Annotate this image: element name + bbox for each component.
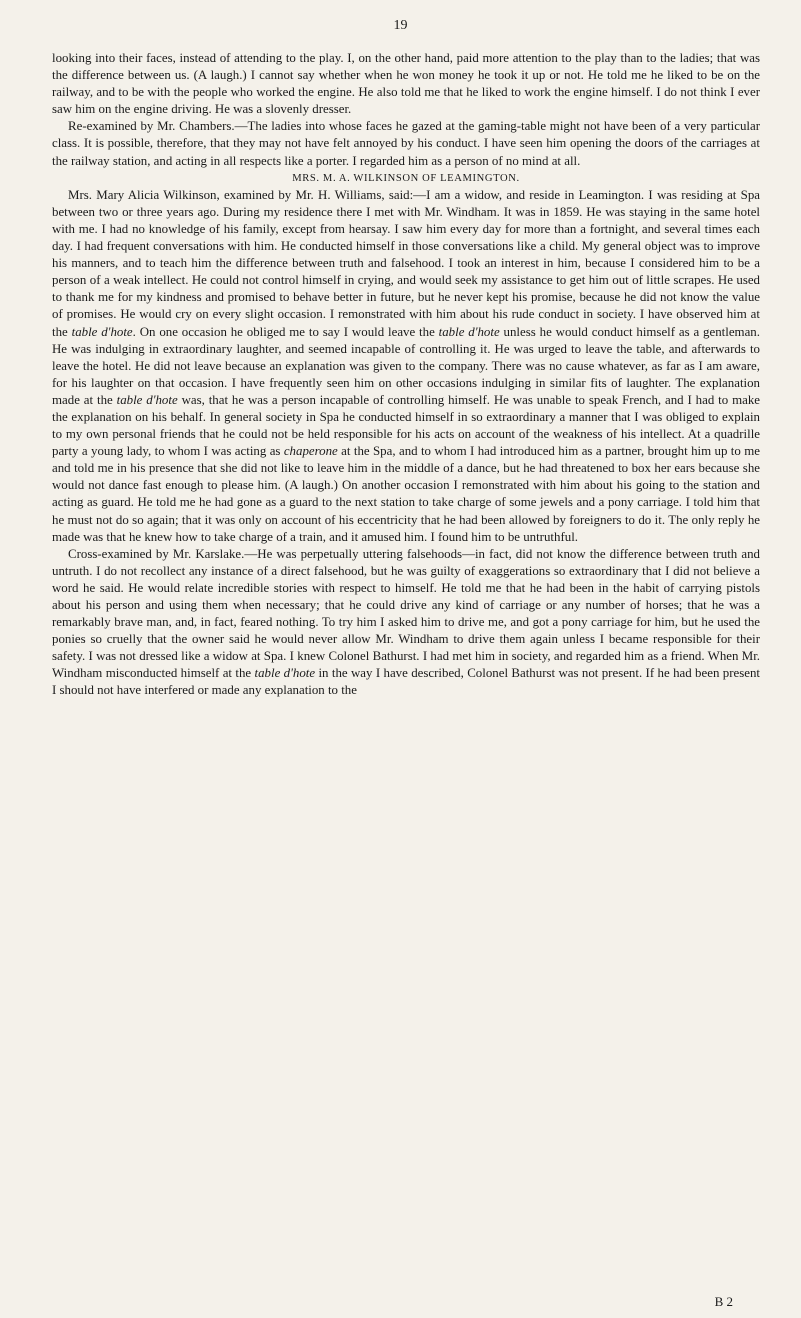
paragraph (52, 187, 760, 546)
signature-mark: B 2 (714, 1294, 733, 1309)
paragraph (52, 50, 760, 118)
section-heading (52, 170, 760, 187)
text-run: was, that he was a person incapable of controlling himself. He was unable to speak French, and I had to make the explanation on his behalf. In general society in Spa he conducted himself in so extraordinary a manner that I was obliged to explain to my own personal friends that he could not be held responsible for his acts on account of the weakness of his intellect. At a quadrille party a young lady, to whom I was acting as (52, 392, 760, 459)
text-run: . On one occasion he obliged me to say I would leave the (132, 324, 439, 339)
text-run: in the way I have described, Colonel Bathurst was not present. If he had been present I should not have interfered or made any explanation to the (52, 666, 760, 698)
paragraph (52, 118, 760, 169)
text-run: Mrs. Mary Alicia Wilkinson, examined by Mr. H. Williams, said:—I am a widow, and reside in Leamington. I was residing at Spa between two or three years ago. During my residence there I met with Mr. Windham. It was in 1859. He was staying in the same hotel with me. I had no knowledge of his family, except from hearsay. I saw him every day for more than a fortnight, and several times each day. I had frequent conversations with him. He conducted himself in those conversations like a child. My general object was to improve his manners, and to teach him the difference between truth and falsehood. I took an interest in him, because I considered him to be a person of a weak intellect. He could not control himself in crying, and would seek my assistance to get him out of little scrapes. He used to thank me for my kindness and promised to behave better in future, but he never kept his promise, because he did not know the value of promises. He would cry on every slight occasion. I remonstrated with him about his rude conduct in society. I have observed him at the (52, 187, 760, 339)
italic-text: table d'hote (71, 324, 133, 339)
text-run: Re-examined by Mr. Chambers.—The ladies into whose faces he gazed at the gaming-table might not have been of a very particular class. It is possible, therefore, that they may not have felt annoyed by his conduct. I have seen him opening the doors of the carriages at the railway station, and acting in all respects like a porter. I regarded him as a person of no mind at all. (52, 119, 760, 168)
text-run: at the Spa, and to whom I had introduced him as a partner, brought him up to me and told me in his presence that she did not like to leave him in the middle of a dance, but he had threatened to box her ears because she would not dance fast enough to please him. (A laugh.) On another occasion I remonstrated with him about his going to the station and acting as guard. He told me he had gone as a guard to the next station to take charge of some jewels and a pony carriage. I told him that he must not do so again; that it was only on account of his eccentricity that he had been allowed by foreigners to do it. The only reply he made was that he knew how to take charge of a train, and it amused him. I found him to be untruthful. (52, 444, 760, 544)
paragraph (52, 546, 760, 700)
italic-text: table d'hote (254, 666, 316, 681)
italic-text: table d'hote (116, 392, 178, 407)
italic-text: table d'hote (438, 324, 500, 339)
text-run: Cross-examined by Mr. Karslake.—He was perpetually uttering falsehoods—in fact, did not know the difference between truth and untruth. I do not recollect any instance of a direct falsehood, but he was guilty of exaggerations so extraordinary that I did not believe a word he said. He would relate incredible stories with respect to himself. He told me that he had been in the habit of carrying pistols about his person and using them when necessary; that he could drive any kind of carriage or any number of horses; that he was a remarkably brave man, and, in fact, feared nothing. To try him I asked him to drive me, and got a pony carriage for him, but he used the ponies so cruelly that the owner said he would never allow Mr. Windham to drive them again unless I became responsible for their safety. I was not dressed like a widow at Spa. I knew Colonel Bathurst. I had met him in society, and regarded him as a friend. When Mr. Windham misconducted himself at the (52, 546, 760, 681)
text-run: looking into their faces, instead of attending to the play. I, on the other hand, paid more attention to the play than to the ladies; that was the difference between us. (A laugh.) I cannot say whether when he won money he took it up or not. He told me he liked to be on the railway, and to be with the people who worked the engine. He also told me that he liked to work the engine himself. I do not think I ever saw him on the engine driving. He was a slovenly dresser. (52, 51, 760, 117)
text-run: unless he would conduct himself as a gentleman. He was indulging in extraordinary laughter, and seemed incapable of controlling it. He was urged to leave the table, and afterwards to leave the hotel. He did not leave because an explanation was given to the company. There was no cause whatever, as far as I am aware, for his laughter on that occasion. I have frequently seen him on other occasions indulging in similar fits of laughter. The explanation made at the (52, 324, 760, 407)
text-run: MRS. M. A. WILKINSON OF LEAMINGTON. (292, 172, 520, 184)
italic-text: chaperone (283, 444, 338, 459)
page-number: 19 (393, 18, 408, 33)
document-body (52, 50, 760, 700)
